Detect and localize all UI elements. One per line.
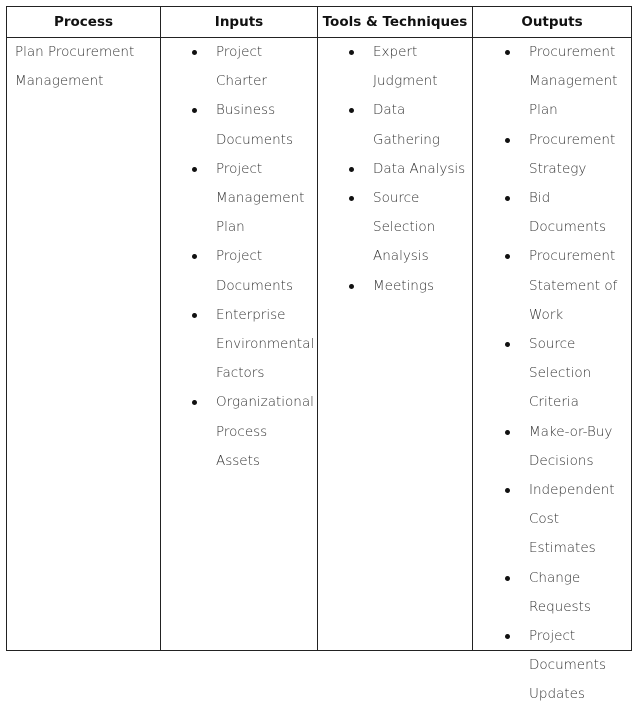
column-divider — [317, 7, 318, 650]
header-process: Process — [53, 14, 114, 30]
tools-list — [373, 38, 468, 301]
tool-item: Source Selection Analysis — [373, 184, 468, 272]
process-name: Plan Procurement Management — [15, 44, 135, 90]
input-item: Project Charter — [216, 38, 314, 96]
column-divider — [472, 7, 473, 650]
output-item: Make-or-Buy Decisions — [529, 418, 629, 476]
output-item: Change Requests — [529, 564, 629, 622]
output-item: Procurement Management Plan — [529, 38, 629, 126]
tool-item: Data Gathering — [373, 96, 468, 154]
output-item: Independent Cost Estimates — [529, 476, 629, 564]
input-item: Organizational Process Assets — [216, 388, 314, 476]
header-outputs: Outputs — [521, 14, 583, 30]
column-divider — [160, 7, 161, 650]
output-item: Project Documents Updates — [529, 622, 629, 710]
process-table — [6, 6, 632, 703]
tools-cell — [373, 38, 468, 301]
input-item: Enterprise Environmental Factors — [216, 301, 314, 389]
output-item: Procurement Strategy — [529, 126, 629, 184]
tool-item: Data Analysis — [373, 155, 468, 184]
tool-item: Meetings — [373, 272, 468, 301]
output-item: Bid Documents — [529, 184, 629, 242]
outputs-list — [529, 38, 629, 710]
outputs-cell — [529, 38, 629, 710]
input-item: Project Management Plan — [216, 155, 314, 243]
output-item: Source Selection Criteria — [529, 330, 629, 418]
inputs-cell — [216, 38, 314, 476]
input-item: Business Documents — [216, 96, 314, 154]
inputs-list — [216, 38, 314, 476]
output-item: Procurement Statement of Work — [529, 242, 629, 330]
tool-item: Expert Judgment — [373, 38, 468, 96]
header-inputs: Inputs — [214, 14, 264, 30]
header-tools: Tools & Techniques — [322, 14, 468, 30]
input-item: Project Documents — [216, 242, 314, 300]
